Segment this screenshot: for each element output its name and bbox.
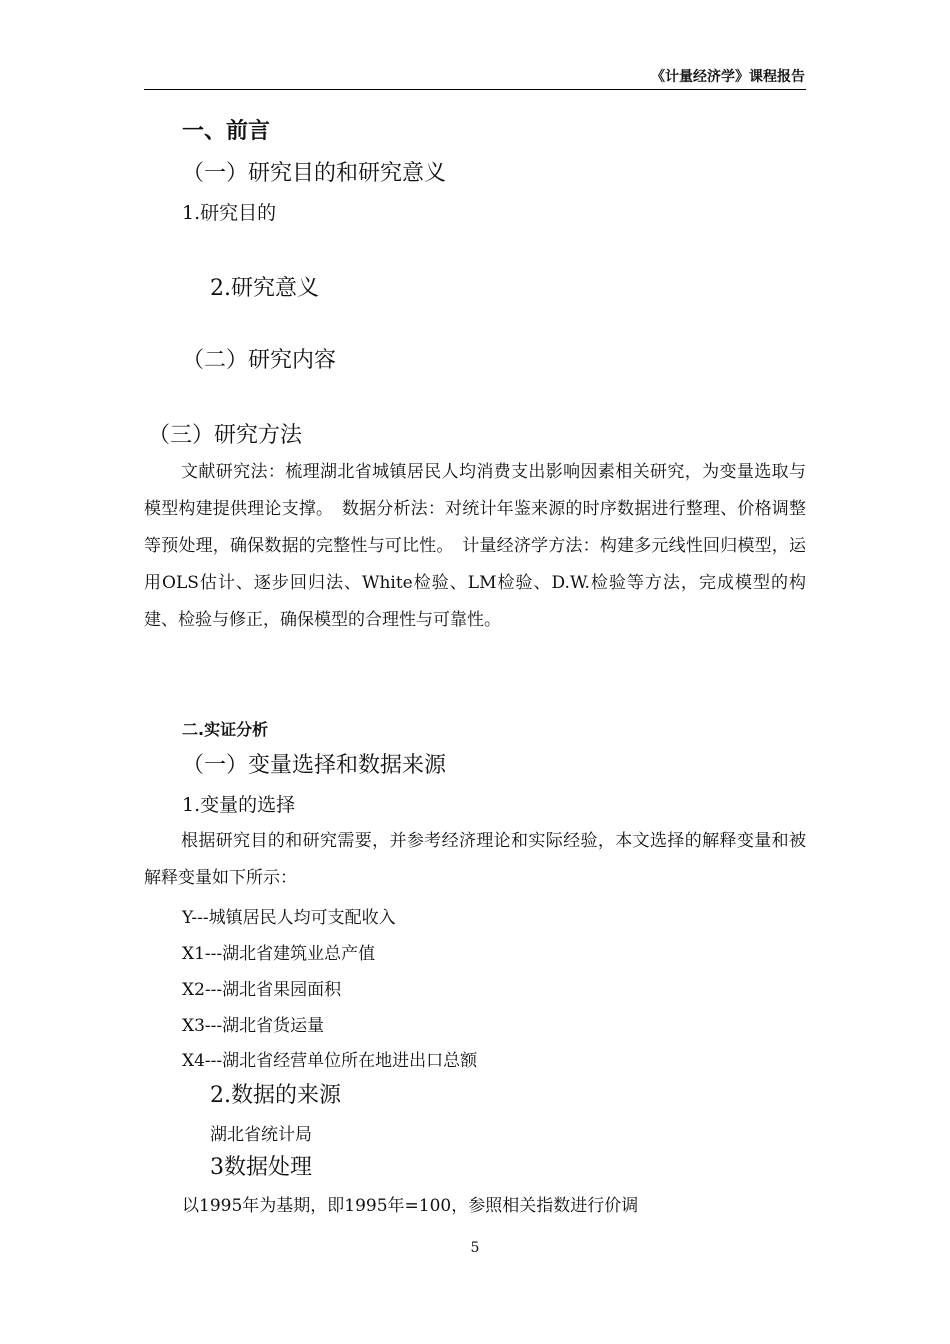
section-1-1-2-title: 2.研究意义 (210, 276, 319, 301)
variable-x1: X1---湖北省建筑业总产值 (182, 944, 376, 964)
data-processing-text: 以1995年为基期，即1995年=100，参照相关指数进行价调 (182, 1196, 639, 1216)
data-source-text: 湖北省统计局 (210, 1125, 312, 1145)
variable-x4: X4---湖北省经营单位所在地进出口总额 (182, 1051, 478, 1071)
variable-x2: X2---湖北省果园面积 (182, 980, 342, 1000)
header-title: 《计量经济学》课程报告 (651, 69, 805, 85)
header-divider (144, 89, 806, 90)
section-1-1-1-title: 1.研究目的 (182, 202, 277, 224)
section-2-title: 二.实证分析 (182, 720, 269, 739)
section-1-1-title: （一）研究目的和研究意义 (182, 161, 447, 186)
variable-y: Y---城镇居民人均可支配收入 (182, 908, 396, 928)
section-2-1-1-title: 1.变量的选择 (182, 794, 296, 816)
research-methods-paragraph: 文献研究法：梳理湖北省城镇居民人均消费支出影响因素相关研究，为变量选取与模型构建提供理论支撑。 数据分析法：对统计年鉴来源的时序数据进行整理、价格调整等预处理，确保数据的完整性与可比性。 计量经济学方法：构建多元线性回归模型，运用OLS估计、逐步回归法、White检验、LM检验、D.W.检验等方法，完成模型的构建、检验与修正，确保模型的合理性与可靠性。 (144, 462, 806, 630)
section-2-1-title: （一）变量选择和数据来源 (182, 753, 447, 778)
section-1-title: 一、前言 (182, 119, 271, 144)
section-2-1-2-title: 2.数据的来源 (210, 1083, 341, 1108)
section-1-3-title: （三）研究方法 (148, 423, 303, 448)
variable-selection-paragraph: 根据研究目的和研究需要，并参考经济理论和实际经验，本文选择的解释变量和被解释变量如下所示： (144, 831, 806, 888)
section-1-2-title: （二）研究内容 (182, 348, 337, 373)
variable-x3: X3---湖北省货运量 (182, 1016, 325, 1036)
section-2-1-3-title: 3数据处理 (210, 1155, 312, 1180)
page-number: 5 (470, 1240, 480, 1256)
